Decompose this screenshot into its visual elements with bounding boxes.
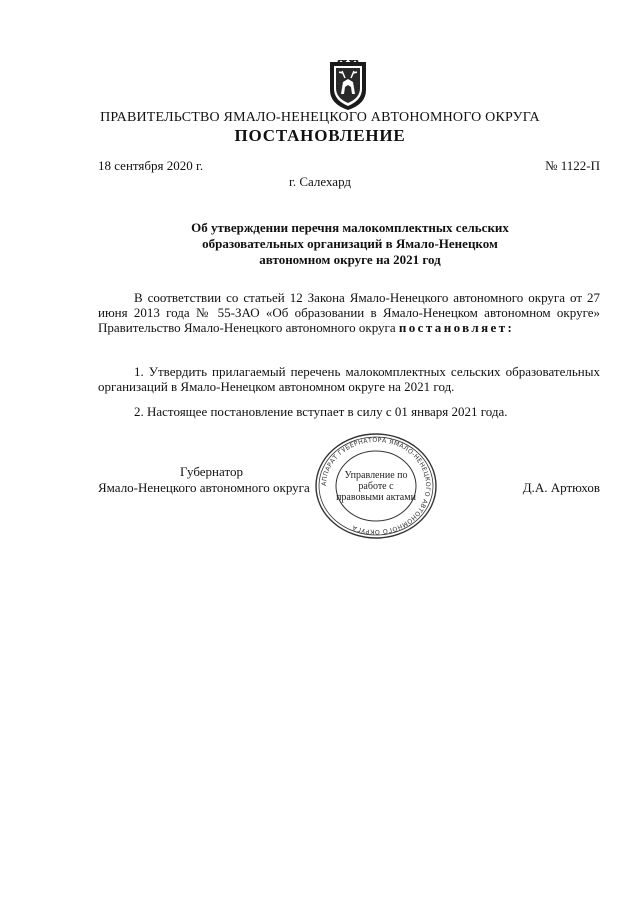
subject-line-2: образовательных организаций в Ямало-Ненецком — [202, 236, 498, 251]
subject-line-3: автономном округе на 2021 год — [259, 252, 441, 267]
decree-word: постановляет: — [398, 320, 515, 335]
signer-name: Д.А. Артюхов — [522, 480, 600, 495]
document-number: № 1122-П — [545, 158, 600, 173]
preamble-text: В соответствии со статьей 12 Закона Ямало-Ненецкого автономного округа от 27 июня 2013 года № 55-ЗАО «Об образовании в Ямало-Ненецком автономном округе» Правительство Ямало-Ненецкого автономного округа — [98, 290, 600, 335]
preamble-paragraph — [98, 290, 600, 335]
document-date: 18 сентября 2020 г. — [98, 158, 204, 173]
coat-of-arms-emblem — [326, 60, 370, 112]
document-subject — [150, 220, 550, 268]
subject-line-1: Об утверждении перечня малокомплектных сельских — [191, 220, 509, 235]
document-city: г. Салехард — [288, 174, 352, 189]
signer-title-line-1: Губернатор — [180, 464, 243, 479]
stamp-center-text: Управление по работе с правовыми актами — [336, 470, 416, 503]
document-type-title: ПОСТАНОВЛЕНИЕ — [234, 126, 406, 145]
signer-title-line-2: Ямало-Ненецкого автономного округа — [98, 480, 310, 495]
government-name: ПРАВИТЕЛЬСТВО ЯМАЛО-НЕНЕЦКОГО АВТОНОМНОГО ОКРУГА — [100, 110, 540, 125]
clause-1-paragraph: 1. Утвердить прилагаемый перечень малокомплектных сельских образовательных организаций в Ямало-Ненецком автономном округе на 2021 год. — [98, 364, 600, 394]
stamp-ring-text: АППАРАТ ГУБЕРНАТОРА ЯМАЛО-НЕНЕЦКОГО АВТОНОМНОГО ОКРУГА — [320, 436, 432, 536]
clause-2-paragraph: 2. Настоящее постановление вступает в силу с 01 января 2021 года. — [134, 404, 508, 419]
